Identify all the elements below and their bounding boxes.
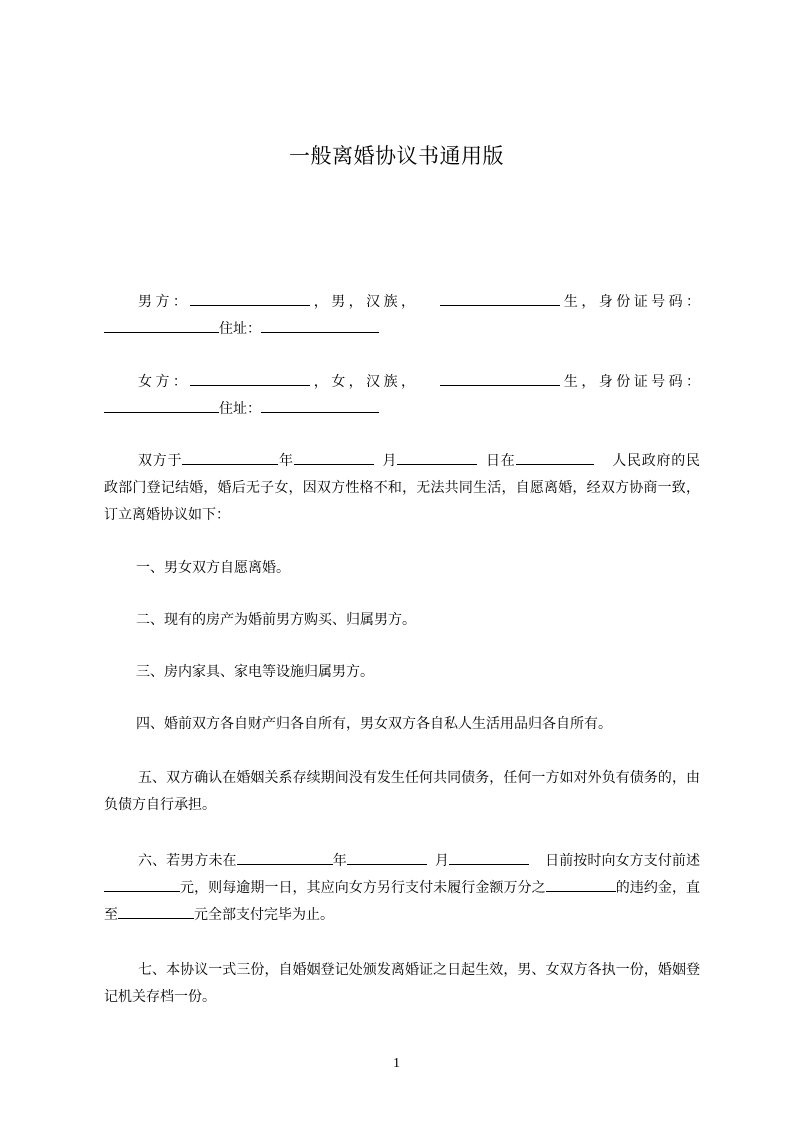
clause-6-penalty: 的违约金，直至 — [104, 880, 701, 923]
clause-6 — [104, 848, 700, 929]
clause-1: 一、男女双方自愿离婚。 — [136, 560, 290, 576]
year-blank[interactable] — [182, 450, 278, 465]
name-blank[interactable] — [190, 291, 310, 306]
address-blank[interactable] — [261, 318, 379, 333]
penalty-rate-blank[interactable] — [546, 877, 616, 892]
address-label: 住址： — [219, 321, 261, 337]
clause-3: 三、房内家具、家电等设施归属男方。 — [136, 664, 374, 680]
marriage-paragraph — [104, 448, 700, 529]
location-blank[interactable] — [516, 450, 594, 465]
deadline-year-blank[interactable] — [237, 850, 333, 865]
year-label: 年 — [332, 853, 347, 869]
birth-date-blank[interactable] — [440, 291, 560, 306]
total-amount-blank[interactable] — [118, 904, 194, 919]
clause-6-prefix: 六、若男方未在 — [138, 853, 237, 869]
address-label: 住址： — [219, 401, 261, 417]
month-blank[interactable] — [294, 450, 374, 465]
gender-ethnicity-text: ，男，汉族， — [310, 294, 419, 310]
amount-blank[interactable] — [104, 877, 180, 892]
clause-4: 四、婚前双方各自财产归各自所有，男女双方各自私人生活用品归各自所有。 — [136, 716, 612, 732]
id-number-blank[interactable] — [104, 398, 219, 413]
clause-6-end: 元全部支付完毕为止。 — [194, 907, 334, 923]
deadline-month-blank[interactable] — [347, 850, 427, 865]
clause-5: 五、双方确认在婚姻关系存续期间没有发生任何共同债务，任何一方如对外负有债务的，由负债方自行承担。 — [104, 770, 700, 813]
deadline-day-blank[interactable] — [449, 850, 529, 865]
day-at-label: 日在 — [485, 453, 516, 469]
party-male-paragraph — [104, 289, 700, 343]
clause-6-pay-before: 日前按时向女方支付前述 — [545, 853, 701, 869]
birth-date-blank[interactable] — [440, 371, 560, 386]
birth-id-label: 生，身份证号码： — [560, 294, 701, 310]
clause-7: 七、本协议一式三份，自婚姻登记处颁发离婚证之日起生效，男、女双方各执一份，婚姻登记机关存档一份。 — [104, 962, 700, 1005]
year-label: 年 — [278, 453, 294, 469]
id-number-blank[interactable] — [104, 318, 219, 333]
document-title: 一般离婚协议书通用版 — [289, 144, 504, 168]
month-label: 月 — [381, 453, 398, 469]
party-female-label: 女方： — [138, 374, 191, 390]
month-label: 月 — [434, 853, 450, 869]
party-female-paragraph — [104, 369, 700, 423]
name-blank[interactable] — [190, 371, 310, 386]
party-male-label: 男方： — [138, 294, 191, 310]
gender-ethnicity-text: ，女，汉族， — [310, 374, 419, 390]
clause-6-yuan-then: 元，则每逾期一日，其应向女方另行支付未履行金额万分之 — [180, 880, 546, 896]
marriage-prefix: 双方于 — [138, 453, 183, 469]
marriage-rest: 人民政府的民政部门登记结婚，婚后无子女，因双方性格不和，无法共同生活，自愿离婚，经双方协商一致，订立离婚协议如下： — [104, 453, 700, 523]
page-number: 1 — [393, 1056, 400, 1071]
address-blank[interactable] — [261, 398, 379, 413]
birth-id-label: 生，身份证号码： — [560, 374, 701, 390]
day-blank[interactable] — [397, 450, 477, 465]
clause-2: 二、现有的房产为婚前男方购买、归属男方。 — [136, 612, 416, 628]
